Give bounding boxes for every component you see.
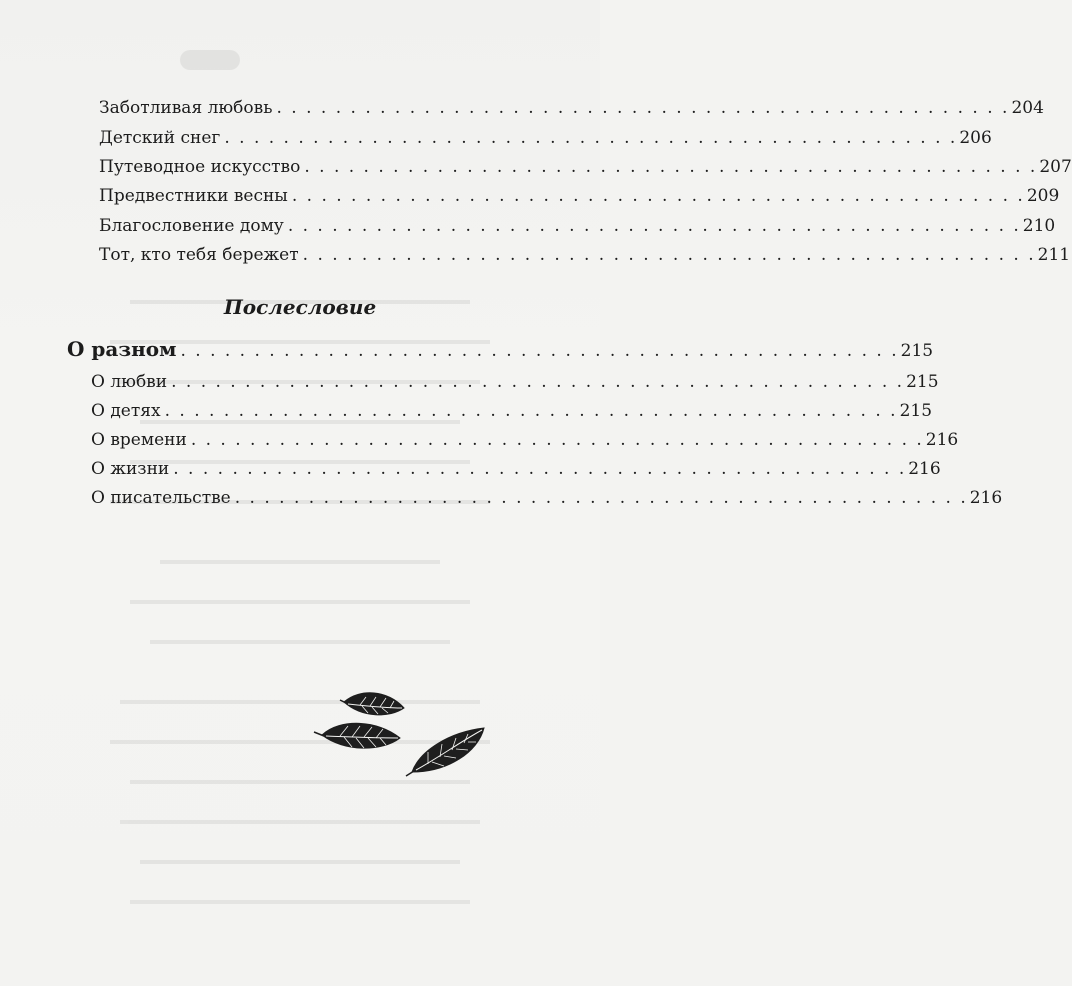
toc-entry-page: 215 (906, 372, 939, 392)
toc-entry-title: Заботливая любовь (99, 98, 273, 118)
toc-entry[interactable] (99, 216, 1056, 240)
toc-entry-page: 206 (959, 128, 992, 148)
toc-entry-page: 209 (1026, 186, 1060, 206)
toc-entry-title: Тот, кто тебя бережет (99, 245, 299, 265)
toc-leader-dots: . . . . . . . . . . . . . . . . . . . . . . . . . . . . . . . . . . . . . . . . . . . . . . . . . . (304, 157, 1038, 177)
toc-entry[interactable] (99, 245, 1071, 269)
toc-leader-dots: . . . . . . . . . . . . . . . . . . . . . . . . . . . . . . . . . . . . . . . . . . . . . . . . . . (234, 488, 968, 508)
toc-entry-title: О жизни (91, 459, 170, 479)
toc-entry-page: 215 (899, 401, 933, 421)
toc-entry[interactable] (99, 128, 992, 152)
toc-entry[interactable] (91, 488, 1003, 512)
toc-entry-title: Путеводное искусство (99, 157, 301, 177)
toc-leader-dots: . . . . . . . . . . . . . . . . . . . . . . . . . . . . . . . . . . . . . . . . . . . . . . . . . . (276, 98, 1010, 118)
toc-entry-page: 207 (1039, 157, 1072, 177)
toc-leader-dots: . . . . . . . . . . . . . . . . . . . . . . . . . . . . . . . . . . . . . . . . . . . . . . . . . . (302, 245, 1036, 265)
toc-entry-page: 211 (1037, 245, 1071, 265)
toc-entry-title: О детях (91, 401, 161, 421)
toc-entry[interactable] (99, 98, 1044, 122)
afterword-heading: Послесловие (223, 295, 377, 319)
toc-entry[interactable] (91, 372, 939, 396)
toc-entry[interactable] (91, 459, 941, 483)
toc-entry-page: 216 (925, 430, 959, 450)
toc-leader-dots: . . . . . . . . . . . . . . . . . . . . . . . . . . . . . . . . . . . . . . . . . . . . . . . . . . (190, 430, 924, 450)
toc-leader-dots: . . . . . . . . . . . . . . . . . . . . . . . . . . . . . . . . . . . . . . . . . . . . . . . . . . (291, 186, 1025, 206)
toc-leader-dots: . . . . . . . . . . . . . . . . . . . . . . . . . . . . . . . . . . . . . . . . . . . . . . . . . . (171, 372, 905, 392)
toc-entry[interactable] (99, 157, 1072, 181)
toc-entry-title: Детский снег (99, 128, 221, 148)
toc-main-entry-page: 215 (900, 341, 934, 361)
toc-entry-title: О времени (91, 430, 187, 450)
toc-entry-title: Благословение дому (99, 216, 284, 236)
toc-entry-title: О любви (91, 372, 168, 392)
toc-leader-dots: . . . . . . . . . . . . . . . . . . . . . . . . . . . . . . . . . . . . . . . . . . . . . . . . . (180, 341, 899, 361)
toc-leader-dots: . . . . . . . . . . . . . . . . . . . . . . . . . . . . . . . . . . . . . . . . . . . . . . . . . . (287, 216, 1021, 236)
toc-leader-dots: . . . . . . . . . . . . . . . . . . . . . . . . . . . . . . . . . . . . . . . . . . . . . . . . . . (164, 401, 898, 421)
toc-entry-page: 204 (1011, 98, 1044, 118)
toc-leader-dots: . . . . . . . . . . . . . . . . . . . . . . . . . . . . . . . . . . . . . . . . . . . . . . . . . . (224, 128, 958, 148)
toc-leader-dots: . . . . . . . . . . . . . . . . . . . . . . . . . . . . . . . . . . . . . . . . . . . . . . . . . . (173, 459, 907, 479)
toc-main-entry[interactable] (67, 337, 934, 365)
toc-entry[interactable] (91, 430, 959, 454)
leaves-ornament-icon (300, 680, 500, 790)
toc-entry[interactable] (91, 401, 933, 425)
toc-entry-page: 216 (908, 459, 941, 479)
toc-entry-page: 210 (1022, 216, 1056, 236)
toc-entry[interactable] (99, 186, 1060, 210)
toc-entry-title: Предвестники весны (99, 186, 288, 206)
toc-main-entry-title: О разном (67, 337, 177, 361)
toc-entry-title: О писательстве (91, 488, 231, 508)
toc-entry-page: 216 (969, 488, 1003, 508)
